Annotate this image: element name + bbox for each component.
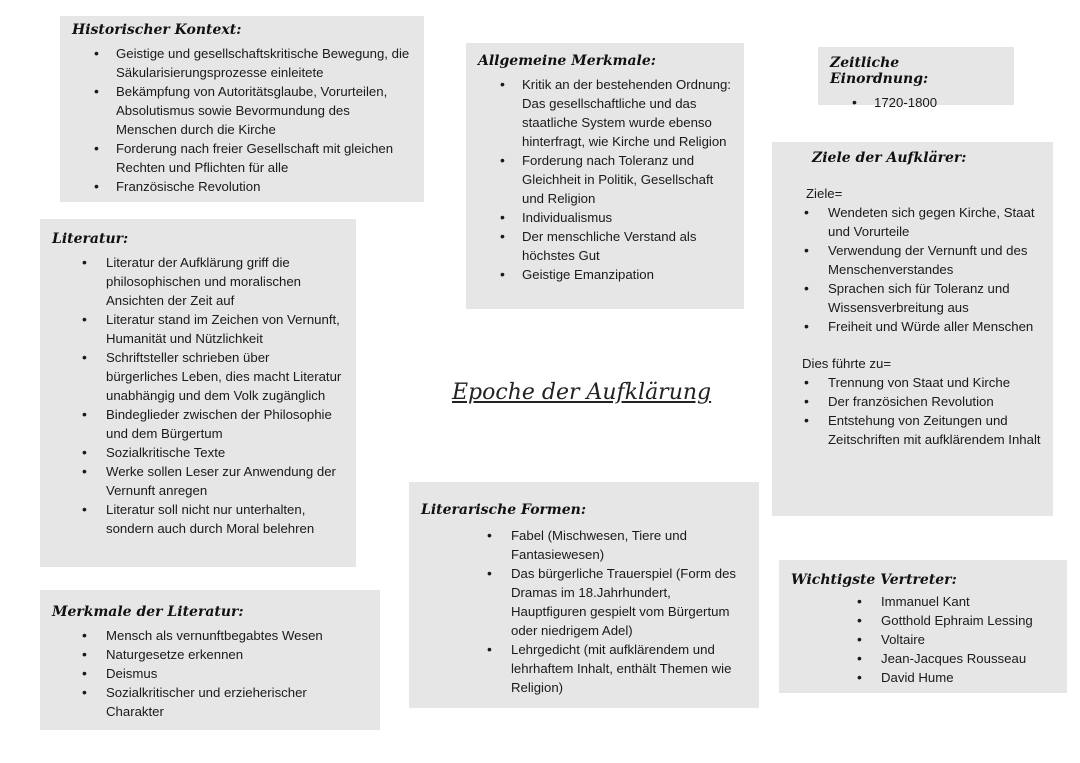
- list-item: • Fabel (Mischwesen, Tiere und Fantasiewesen): [421, 526, 747, 564]
- list-item: • Immanuel Kant: [791, 592, 1055, 611]
- box-zeitliche-einordnung: [818, 47, 1014, 110]
- subheading-folgen: Dies führte zu=: [802, 356, 892, 371]
- bullet-list: [72, 44, 412, 196]
- box-wichtigste-vertreter: [779, 560, 1067, 693]
- list-item: • Voltaire: [791, 630, 1055, 649]
- list-item: • Sozialkritischer und erzieherischer Charakter: [52, 683, 368, 721]
- section-heading: Literatur:: [52, 231, 129, 247]
- subheading-ziele: Ziele=: [806, 186, 843, 201]
- section-heading: Ziele der Aufklärer:: [812, 150, 967, 166]
- bullet-list: [830, 93, 1002, 112]
- list-item: • Werke sollen Leser zur Anwendung der Vernunft anregen: [52, 462, 344, 500]
- section-heading: Zeitliche Einordnung:: [830, 55, 929, 87]
- bullet-list: [784, 373, 1041, 449]
- list-item: • Sprachen sich für Toleranz und Wissensverbreitung aus: [784, 279, 1041, 317]
- list-item: • Naturgesetze erkennen: [52, 645, 368, 664]
- section-heading: Allgemeine Merkmale:: [478, 53, 656, 69]
- section-heading: Merkmale der Literatur:: [52, 604, 244, 620]
- list-item: • Bekämpfung von Autoritätsglaube, Vorurteilen, Absolutismus sowie Bevormundung des Menschen durch die Kirche: [72, 82, 412, 139]
- list-item: • Der französichen Revolution: [784, 392, 1041, 411]
- list-item: • Trennung von Staat und Kirche: [784, 373, 1041, 392]
- list-item: • Sozialkritische Texte: [52, 443, 344, 462]
- list-item: • Kritik an der bestehenden Ordnung: Das gesellschaftliche und das staatliche System wurde ebenso hinterfragt, wie Kirche und Religion: [478, 75, 732, 151]
- box-historischer-kontext: [60, 16, 424, 202]
- list-item: • Jean-Jacques Rousseau: [791, 649, 1055, 668]
- list-item: • Freiheit und Würde aller Menschen: [784, 317, 1041, 336]
- section-heading: Wichtigste Vertreter:: [791, 572, 957, 588]
- page-title: Epoche der Aufklärung: [452, 380, 712, 405]
- list-item: • Forderung nach Toleranz und Gleichheit in Politik, Gesellschaft und Religion: [478, 151, 732, 208]
- list-item: • Der menschliche Verstand als höchstes Gut: [478, 227, 732, 265]
- list-item: • Gotthold Ephraim Lessing: [791, 611, 1055, 630]
- list-item: • Deismus: [52, 664, 368, 683]
- bullet-list: [52, 253, 344, 538]
- list-item: • Literatur stand im Zeichen von Vernunft, Humanität und Nützlichkeit: [52, 310, 344, 348]
- list-item: • Schriftsteller schrieben über bürgerliches Leben, dies macht Literatur unabhängig und dem Volk zugänglich: [52, 348, 344, 405]
- list-item: • Wendeten sich gegen Kirche, Staat und Vorurteile: [784, 203, 1041, 241]
- list-item: • Literatur soll nicht nur unterhalten, sondern auch durch Moral belehren: [52, 500, 344, 538]
- box-literarische-formen: [409, 482, 759, 708]
- list-item: • David Hume: [791, 668, 1055, 687]
- section-heading: Literarische Formen:: [421, 502, 586, 518]
- list-item: • Literatur der Aufklärung griff die philosophischen und moralischen Ansichten der Zeit auf: [52, 253, 344, 310]
- list-item: • 1720-1800: [830, 93, 1002, 112]
- section-heading: Historischer Kontext:: [72, 22, 242, 38]
- box-ziele-aufklaerer: [772, 142, 1053, 516]
- box-allgemeine-merkmale: [466, 43, 744, 309]
- box-merkmale-literatur: [40, 590, 380, 730]
- list-item: • Geistige und gesellschaftskritische Bewegung, die Säkularisierungsprozesse einleitete: [72, 44, 412, 82]
- list-item: • Entstehung von Zeitungen und Zeitschriften mit aufklärendem Inhalt: [784, 411, 1041, 449]
- list-item: • Französische Revolution: [72, 177, 412, 196]
- list-item: • Individualismus: [478, 208, 732, 227]
- list-item: • Geistige Emanzipation: [478, 265, 732, 284]
- list-item: • Lehrgedicht (mit aufklärendem und lehrhaftem Inhalt, enthält Themen wie Religion): [421, 640, 747, 697]
- bullet-list: [791, 592, 1055, 687]
- bullet-list: [421, 526, 747, 697]
- list-item: • Verwendung der Vernunft und des Menschenverstandes: [784, 241, 1041, 279]
- list-item: • Mensch als vernunftbegabtes Wesen: [52, 626, 368, 645]
- bullet-list: [52, 626, 368, 721]
- list-item: • Das bürgerliche Trauerspiel (Form des Dramas im 18.Jahrhundert, Hauptfiguren gespielt vom Bürgertum oder niedrigem Adel): [421, 564, 747, 640]
- bullet-list: [784, 203, 1041, 336]
- list-item: • Bindeglieder zwischen der Philosophie und dem Bürgertum: [52, 405, 344, 443]
- box-literatur: [40, 219, 356, 567]
- list-item: • Forderung nach freier Gesellschaft mit gleichen Rechten und Pflichten für alle: [72, 139, 412, 177]
- bullet-list: [478, 75, 732, 284]
